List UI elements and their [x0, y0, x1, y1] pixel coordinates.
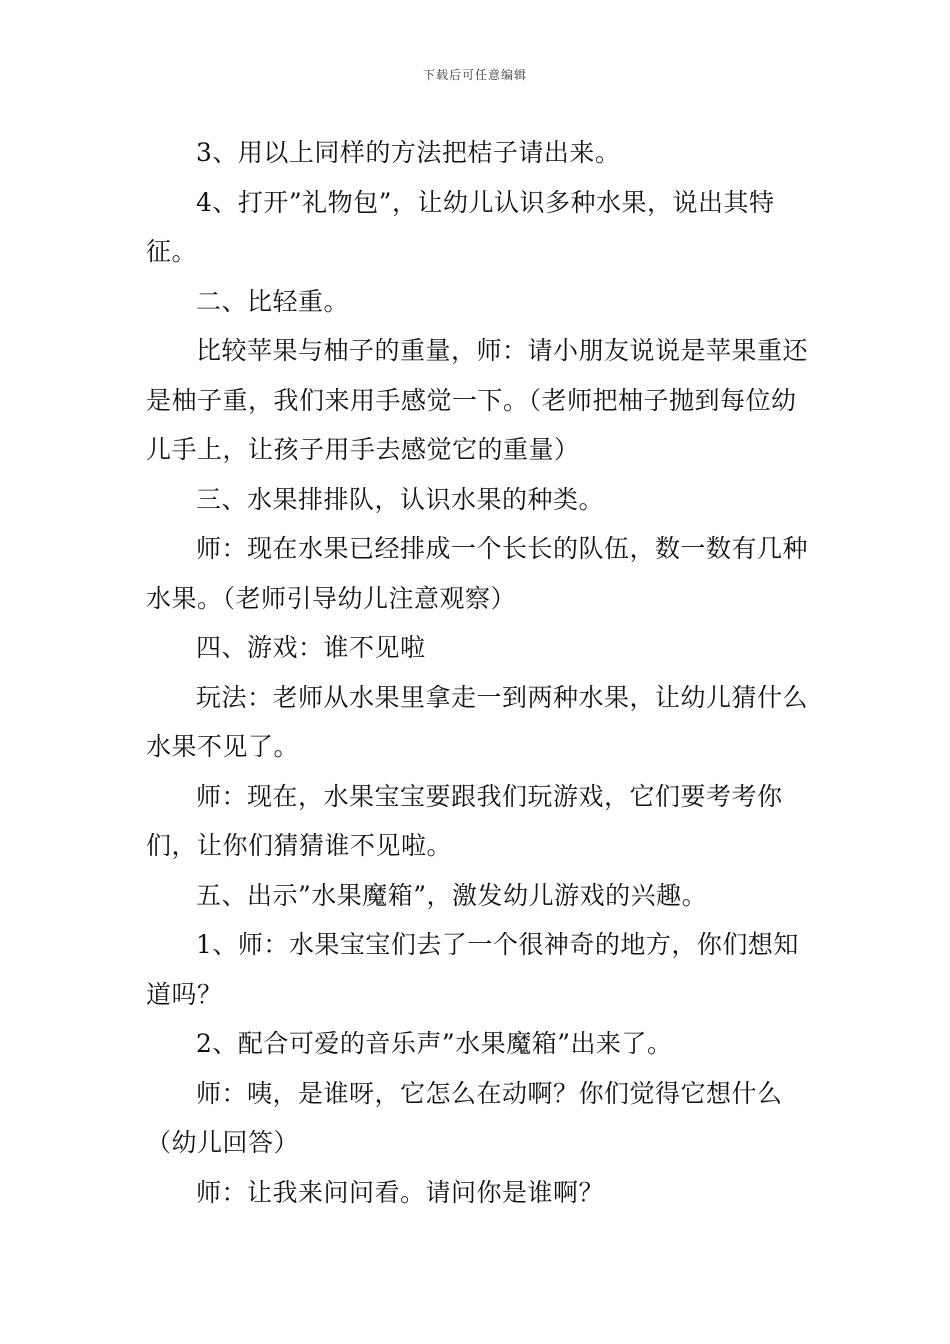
- paragraph-game-rules: 玩法：老师从水果里拿走一到两种水果，让幼儿猜什么水果不见了。: [146, 682, 809, 761]
- paragraph-step-4: 4、打开”礼物包”，让幼儿认识多种水果，说出其特征。: [146, 187, 775, 266]
- paragraph-game-teacher: 师：现在，水果宝宝要跟我们玩游戏，它们要考考你们，让你们猜猜谁不见啦。: [146, 781, 783, 860]
- section-heading-5: 五、出示”水果魔箱”，激发幼儿游戏的兴趣。: [196, 880, 708, 910]
- section-heading-2: 二、比轻重。: [196, 286, 350, 316]
- paragraph-who-moves: 师：咦，是谁呀，它怎么在动啊？你们觉得它想什么（幼儿回答）: [146, 1078, 783, 1157]
- paragraph-magic-place: 1、师：水果宝宝们去了一个很神奇的地方，你们想知道吗？: [146, 930, 799, 1009]
- paragraph-ask-who: 师：让我来问问看。请问你是谁啊？: [196, 1177, 605, 1207]
- paragraph-compare-weight: 比较苹果与柚子的重量，师：请小朋友说说是苹果重还是柚子重，我们来用手感觉一下。（老师把柚子抛到每位幼儿手上，让孩子用手去感觉它的重量）: [146, 336, 809, 464]
- paragraph-music-box: 2、配合可爱的音乐声”水果魔箱”出来了。: [196, 1029, 673, 1058]
- page-header-note: 下载后可任意编辑: [422, 68, 527, 82]
- section-heading-3: 三、水果排排队，认识水果的种类。: [196, 484, 605, 514]
- paragraph-step-3: 3、用以上同样的方法把桔子请出来。: [196, 138, 621, 167]
- paragraph-count-fruits: 师：现在水果已经排成一个长长的队伍，数一数有几种水果。（老师引导幼儿注意观察）: [146, 534, 809, 613]
- section-heading-4: 四、游戏：谁不见啦: [196, 633, 426, 662]
- document-body: [146, 128, 810, 1217]
